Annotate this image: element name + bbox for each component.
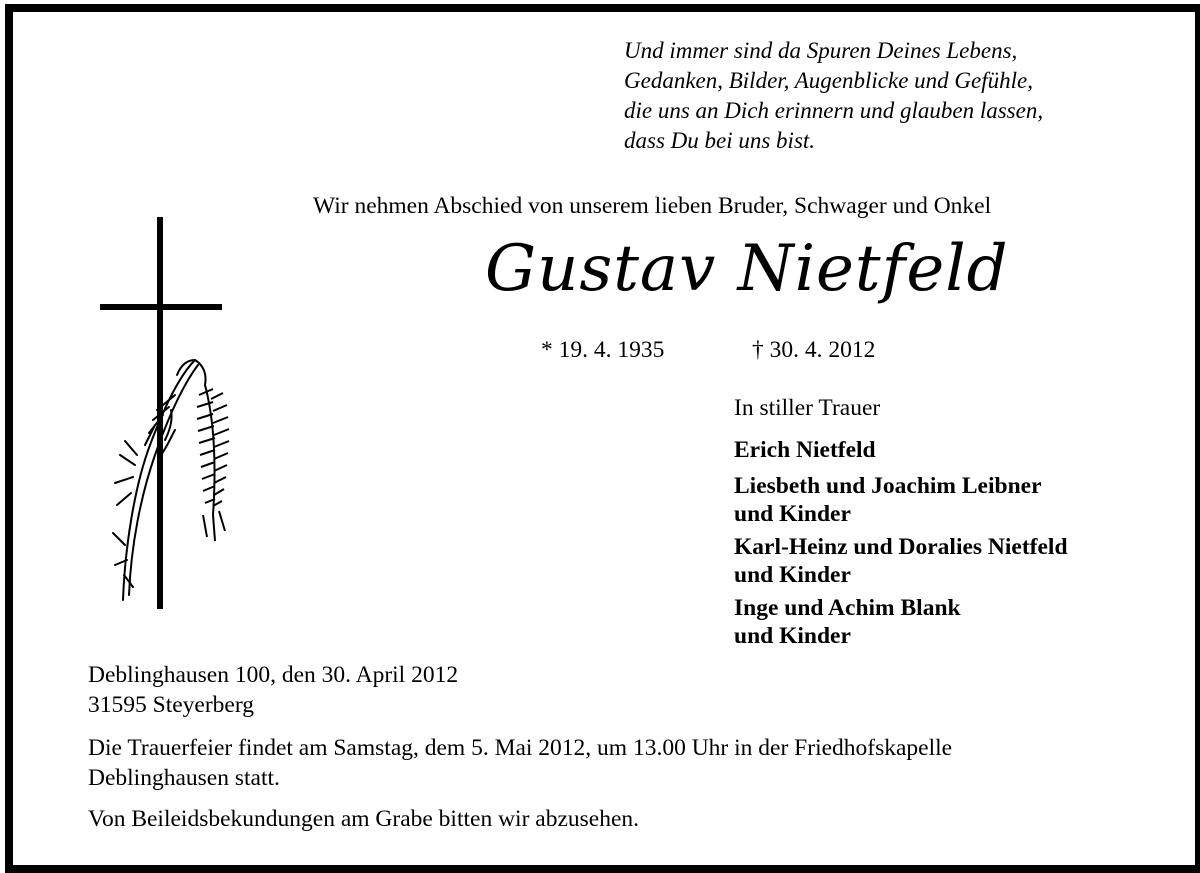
- relative-suffix: und Kinder: [734, 623, 851, 649]
- relative-entry: [734, 594, 961, 650]
- poem-line: Und immer sind da Spuren Deines Lebens,: [624, 38, 1018, 63]
- poem-line: dass Du bei uns bist.: [624, 128, 816, 153]
- funeral-info: [88, 733, 952, 793]
- relative-name: Karl-Heinz und Doralies Nietfeld: [734, 534, 1068, 560]
- condolence-note: Von Beileidsbekundungen am Grabe bitten wir abzusehen.: [88, 806, 640, 832]
- relative-name: Liesbeth und Joachim Leibner: [734, 473, 1042, 499]
- deceased-name: Gustav Nietfeld: [485, 232, 1009, 306]
- relative-entry: [734, 533, 1068, 589]
- poem: [624, 36, 1043, 156]
- relative-suffix: und Kinder: [734, 501, 851, 527]
- address-block: [88, 660, 458, 720]
- wheat-ear-icon: [197, 385, 229, 541]
- mourning-heading: In stiller Trauer: [734, 395, 881, 421]
- relative-entry: [734, 472, 1042, 528]
- death-date: † 30. 4. 2012: [752, 337, 876, 363]
- relative-name: Erich Nietfeld: [734, 437, 876, 463]
- relative-entry: [734, 436, 876, 464]
- poem-line: die uns an Dich erinnern und glauben lassen,: [624, 98, 1044, 123]
- poem-line: Gedanken, Bilder, Augenblicke und Gefühle,: [624, 68, 1033, 93]
- cross-with-wheat-icon: [95, 215, 240, 615]
- farewell-intro: Wir nehmen Abschied von unserem lieben Bruder, Schwager und Onkel: [313, 193, 992, 219]
- funeral-line: Deblinghausen statt.: [88, 765, 280, 791]
- relative-name: Inge und Achim Blank: [734, 595, 961, 621]
- address-line: 31595 Steyerberg: [88, 692, 254, 718]
- funeral-line: Die Trauerfeier findet am Samstag, dem 5. Mai 2012, um 13.00 Uhr in der Friedhofskapelle: [88, 735, 953, 761]
- relative-suffix: und Kinder: [734, 562, 851, 588]
- birth-date: * 19. 4. 1935: [541, 337, 665, 363]
- address-line: Deblinghausen 100, den 30. April 2012: [88, 662, 459, 688]
- cross-horizontal-beam: [100, 304, 222, 310]
